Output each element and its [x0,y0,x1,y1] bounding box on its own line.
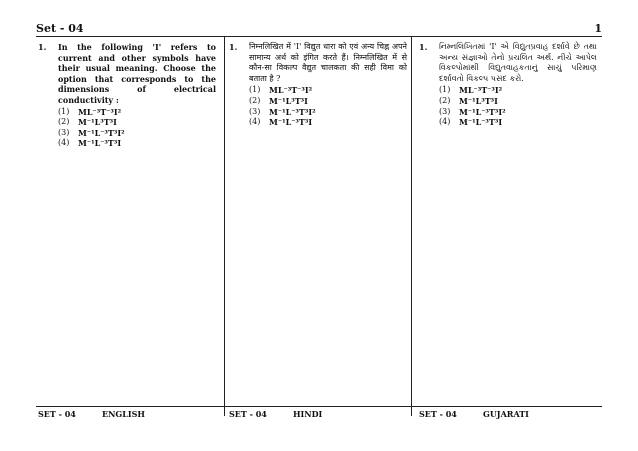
option-number: (4) [439,117,451,127]
footer-language-label: GUJARATI [483,409,529,419]
footer-set-label: SET - 04 [38,409,76,419]
option-1 [249,85,407,96]
option-value: M⁻¹L⁻³T³I [459,117,503,128]
option-4 [439,117,597,128]
option-number: (3) [58,127,70,137]
question [38,42,216,106]
option-value: M⁻¹L⁻³T³I² [459,106,506,117]
page-number: 1 [594,22,602,35]
option-value: ML⁻³T⁻³I² [459,85,503,96]
option-value: M⁻¹L³T³I [459,95,498,106]
option-number: (1) [249,85,261,95]
options-list [249,85,407,127]
footer-rule [36,406,602,407]
option-number: (1) [58,106,70,116]
options-list [58,107,216,149]
footer-gujarati [419,409,529,419]
option-3 [439,107,597,118]
options-list [439,85,597,127]
option-2 [58,117,216,128]
option-value: M⁻¹L⁻³T³I² [269,106,316,117]
option-3 [58,128,216,139]
option-value: M⁻¹L⁻³T³I [269,117,313,128]
footer-set-label: SET - 04 [229,409,267,419]
option-4 [58,138,216,149]
set-title: Set - 04 [36,22,84,35]
question-text: નિમ્નલિખિતમાં 'I' એ વિદ્યુતપ્રવાહ દર્શાવે છે તથા અન્ય સંજ્ઞાઓ તેનો પ્રચલિત અર્થ. નીચે આપેલ વિકલ્પોમાંથી વિદ્યુતવાહકતાનું સાચું પરિમાણ દર્શાવતો વિકલ્પ પસંદ કરો. [439,42,597,83]
option-value: M⁻¹L⁻³T³I² [78,127,125,138]
question-text: निम्नलिखित में 'I' विद्युत धारा को एवं अन्य चिह्न अपने सामान्य अर्थ को इंगित करते हैं। निम्नलिखित में से कौन-सा विकल्प वैद्युत चालकता की सही विमा को बताता है ? [249,42,407,83]
question-column-gujarati [419,42,597,404]
question [229,42,407,84]
option-number: (2) [249,95,261,105]
footer-english [38,409,145,419]
option-number: (2) [439,95,451,105]
option-number: (1) [439,85,451,95]
question-number: 1. [229,42,238,52]
option-number: (4) [58,138,70,148]
footer-set-label: SET - 04 [419,409,457,419]
option-number: (3) [439,106,451,116]
question [419,42,597,84]
header-rule [36,36,602,37]
option-2 [439,96,597,107]
footer-language-label: ENGLISH [102,409,145,419]
option-1 [58,107,216,118]
question-column-english [38,42,216,404]
option-3 [249,107,407,118]
option-1 [439,85,597,96]
option-number: (2) [58,117,70,127]
option-value: M⁻¹L³T³I [269,95,308,106]
column-divider-1 [224,36,225,416]
question-number: 1. [419,42,428,52]
column-divider-2 [411,36,412,416]
option-value: ML⁻³T⁻³I² [78,106,122,117]
option-number: (3) [249,106,261,116]
option-value: M⁻¹L³T³I [78,117,117,128]
footer-language-label: HINDI [293,409,323,419]
option-4 [249,117,407,128]
option-value: M⁻¹L⁻³T³I [78,138,122,149]
question-text: In the following 'I' refers to current and other symbols have their usual meaning. Choose the option that corresponds to the dimensions of electrical conductivity : [58,42,216,105]
footer-hindi [229,409,322,419]
question-number: 1. [38,42,47,52]
option-value: ML⁻³T⁻³I² [269,85,313,96]
option-2 [249,96,407,107]
option-number: (4) [249,117,261,127]
question-column-hindi [229,42,407,404]
